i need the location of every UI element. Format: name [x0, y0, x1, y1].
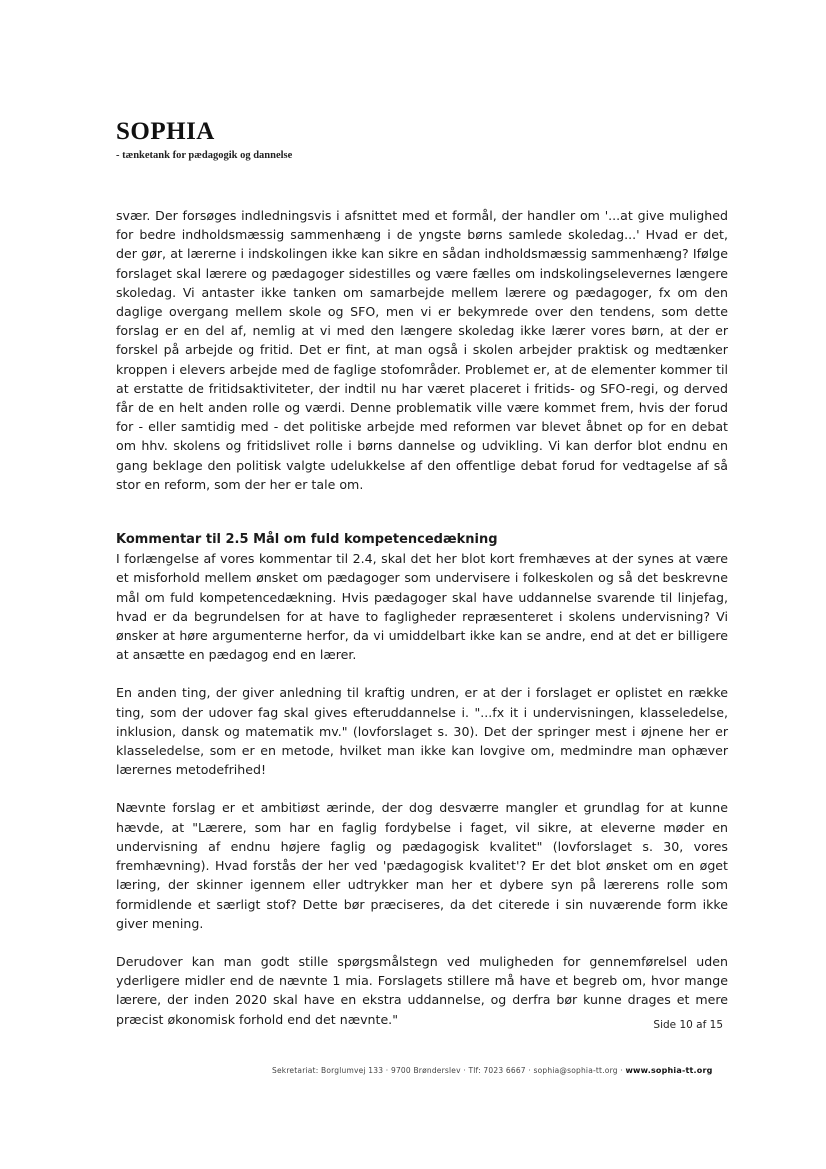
org-name: SOPHIA [116, 118, 215, 145]
document-body [116, 206, 728, 1029]
paragraph-3: En anden ting, der giver anledning til kraftig undren, er at der i forslaget er oplistet en række ting, som der udover fag skal gives efteruddannelse i. "...fx it i undervisningen, klasseledelse, inklusion, dansk og matematik mv." (lovforslaget s. 30). Det der springer mest i øjnene her er klasseledelse, som er en metode, hvilket man ikke kan lovgive om, medmindre man ophæver lærernes metodefrihed! [116, 685, 728, 778]
paragraph-5: Derudover kan man godt stille spørgsmålstegn ved muligheden for gennemførelsel uden yderligere midler end de nævnte 1 mia. Forslagets stillere må have et begreb om, hvor mange lærere, der inden 2020 skal have en ekstra uddannelse, og derfra bør kunne drages et mere præcist økonomisk forhold end det nævnte." [116, 953, 728, 1027]
letterhead-logo [116, 118, 292, 161]
paragraph-4: Nævnte forslag er et ambitiøst ærinde, der dog desværre mangler et grundlag for at kunne hævde, at "Lærere, som har en faglig fordybelse i faget, vil sikre, at eleverne møder en undervisning af endnu højere faglig og pædagogisk kvalitet" (lovforslaget s. 30, vores fremhævning). Hvad forstås der her ved 'pædagogisk kvalitet'? Er det blot ønsket om en øget læring, der skinner igennem eller udtrykker man her et dybere syn på lærerens rolle som formidlende et særligt stof? Dette bør præciseres, da det citerede i sin nuværende form ikke giver mening. [116, 800, 728, 931]
paragraph-1: svær. Der forsøges indledningsvis i afsnittet med et formål, der handler om '...at give mulighed for bedre indholdsmæssig sammenhæng i de yngste børns samlede skoledag...' Hvad er det, der gør, at lærerne i indskolingen ikke kan sikre en sådan indholdsmæssig sammenhæng? Ifølge forslaget skal lærere og pædagoger sidestilles og være fælles om indskolingselevernes længere skoledag. Vi antaster ikke tanken om samarbejde mellem lærere og pædagoger, fx om den daglige overgang mellem skole og SFO, men vi er bekymrede over den tendens, som dette forslag er en del af, nemlig at vi med den længere skoledag ikke lærer vores børn, at der er forskel på arbejde og fritid. Det er fint, at man også i skolen arbejder praktisk og medtænker kroppen i elevers arbejde med de faglige stofområder. Problemet er, at de elementer kommer til at erstatte de fritidsaktiviteter, der indtil nu har været placeret i fritids- og SFO-regi, og derved får de en helt anden rolle og værdi. Denne problematik ville være kommet frem, hvis der forud for - eller samtidig med - det politiske arbejde med reformen var blevet åbnet op for en debat om hhv. skolens og fritidslivet rolle i børns dannelse og udvikling. Vi kan derfor blot endnu en gang beklage den politisk valgte udelukkelse af den offentlige debat forud for vedtagelse af så stor en reform, som der her er tale om. [116, 208, 728, 492]
footer-address: Sekretariat: Borglumvej 133 · 9700 Brønderslev · Tlf: 7023 6667 · sophia@sophia-tt.org · [272, 1066, 623, 1075]
page-footer [272, 1066, 713, 1075]
paragraph-2: I forlængelse af vores kommentar til 2.4, skal det her blot kort fremhæves at der synes at være et misforhold mellem ønsket om pædagoger som undervisere i folkeskolen og så det beskrevne mål om fuld kompetencedækning. Hvis pædagoger skal have uddannelse svarende til linjefag, hvad er da begrundelsen for at have to fagligheder repræsenteret i skolens undervisning? Vi ønsker at høre argumenterne herfor, da vi umiddelbart ikke kan se andre, end at det er billigere at ansætte en pædagog end en lærer. [116, 551, 728, 663]
scan-noise [60, 1046, 780, 1060]
section-heading: Kommentar til 2.5 Mål om fuld kompetencedækning [116, 532, 498, 548]
org-tagline: - tænketank for pædagogik og dannelse [116, 150, 293, 161]
page-number: Side 10 af 15 [653, 1019, 723, 1031]
footer-website: www.sophia-tt.org [625, 1066, 713, 1075]
